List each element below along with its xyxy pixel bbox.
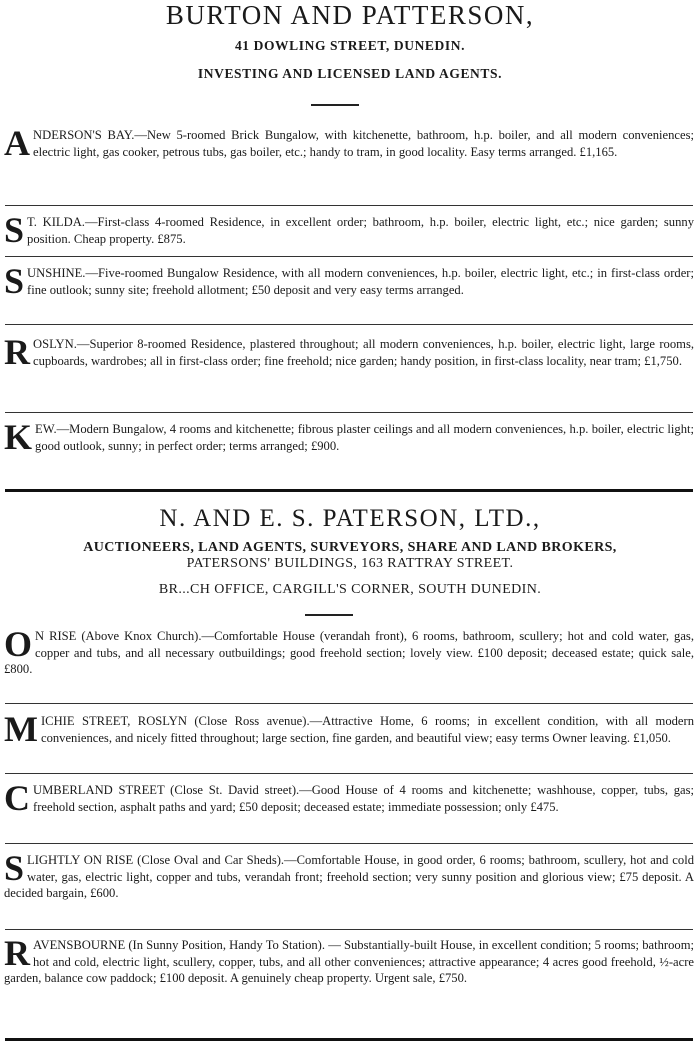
listing-divider xyxy=(5,256,693,257)
listing-roslyn xyxy=(4,332,694,372)
firm-business-2: AUCTIONEERS, LAND AGENTS, SURVEYORS, SHARE AND LAND BROKERS, xyxy=(83,540,617,555)
listing-st-kilda xyxy=(4,210,694,250)
listing-text: ICHIE STREET, ROSLYN (Close Ross avenue).—Attractive Home, 6 rooms; in excellent condition, with all modern conveniences, and nicely fitted throughout; large section, fine garden, and beautiful view; easy terms Owner leaving. £1,050. xyxy=(40,714,694,745)
header-divider-1 xyxy=(311,104,359,106)
listing-text: OSLYN.—Superior 8-roomed Residence, plastered throughout; all modern conveniences, h.p. boiler, electric light, large rooms, cupboards, wardrobes; all in first-class order; fine freehold; nice garden; handy position, in first-class locality, near tram; £1,750. xyxy=(33,337,694,368)
listing-sunshine xyxy=(4,261,694,301)
header-divider-2 xyxy=(305,614,353,616)
drop-cap: R xyxy=(4,933,30,973)
drop-cap: K xyxy=(4,417,33,457)
firm-address-2: PATERSONS' BUILDINGS, 163 RATTRAY STREET. xyxy=(186,556,514,571)
listing-andersons-bay xyxy=(4,123,694,163)
listing-text: AVENSBOURNE (In Sunny Position, Handy To Station). — Substantially-built House, in excellent condition; 5 rooms; bathroom; hot and cold, electric light, scullery, copper, tubs, and all other conveniences; attractive appearance; 4 acres good freehold, ½-acre garden, balance cow paddock; £100 deposit. A genuinely cheap property. Urgent sale, £750. xyxy=(4,938,694,986)
listing-divider xyxy=(5,773,693,774)
listing-text: T. KILDA.—First-class 4-roomed Residence, in excellent order; bathroom, h.p. boiler, electric light, etc.; nice garden; sunny position. Cheap property. £875. xyxy=(27,215,694,246)
bottom-rule xyxy=(5,1038,693,1041)
drop-cap: S xyxy=(4,261,25,301)
drop-cap: S xyxy=(4,848,25,888)
drop-cap: C xyxy=(4,778,30,818)
drop-cap: M xyxy=(4,709,38,749)
listing-michie-street xyxy=(4,709,694,749)
branch-office: BR...CH OFFICE, CARGILL'S CORNER, SOUTH DUNEDIN. xyxy=(158,582,542,597)
drop-cap: A xyxy=(4,123,30,163)
listing-text: EW.—Modern Bungalow, 4 rooms and kitchenette; fibrous plaster ceilings and all modern conveniences, h.p. boiler, electric light; good outlook, sunny; in perfect order; terms arranged; £900. xyxy=(35,422,694,453)
listing-divider xyxy=(5,324,693,325)
section-divider xyxy=(5,489,693,492)
drop-cap: R xyxy=(4,332,30,372)
listing-divider xyxy=(5,843,693,844)
listing-divider xyxy=(5,412,693,413)
firm-business-1: INVESTING AND LICENSED LAND AGENTS. xyxy=(197,66,503,81)
listing-kew xyxy=(4,417,694,457)
listing-divider xyxy=(5,703,693,704)
listing-text: NDERSON'S BAY.—New 5-roomed Brick Bungalow, with kitchenette, bathroom, h.p. boiler, and all modern conveniences; electric light, gas cooker, petrous tubs, gas boiler, etc.; handy to tram, in good locality. Easy terms arranged. £1,165. xyxy=(33,128,694,159)
drop-cap: S xyxy=(4,210,25,250)
listing-ravensbourne xyxy=(4,933,694,987)
listing-cumberland-street xyxy=(4,778,694,818)
drop-cap: O xyxy=(4,624,33,664)
listing-slightly-on-rise xyxy=(4,848,694,902)
listing-on-rise xyxy=(4,624,694,678)
firm-address-1: 41 DOWLING STREET, DUNEDIN. xyxy=(234,38,466,53)
listing-divider xyxy=(5,205,693,206)
firm-name-burton-patterson: BURTON AND PATTERSON, xyxy=(165,0,535,30)
listing-text: UNSHINE.—Five-roomed Bungalow Residence, with all modern conveniences, h.p. boiler, electric light, etc.; in first-class order; fine outlook; sunny site; freehold allotment; £50 deposit and very easy terms arranged. xyxy=(27,266,694,297)
listing-text: UMBERLAND STREET (Close St. David street).—Good House of 4 rooms and kitchenette; washhouse, copper, tubs, gas; freehold section, asphalt paths and yard; £50 deposit; deceased estate; immediate possession; only £475. xyxy=(33,783,694,814)
firm-name-paterson-ltd: N. AND E. S. PATERSON, LTD., xyxy=(159,505,541,532)
listing-text: LIGHTLY ON RISE (Close Oval and Car Sheds).—Comfortable House, in good order, 6 rooms; bathroom, scullery, hot and cold water, gas, electric light, copper and tubs, verandah front; freehold section; very sunny position and glorious view; £75 deposit. A decided bargain, £600. xyxy=(4,853,694,901)
listing-divider xyxy=(5,929,693,930)
listing-text: N RISE (Above Knox Church).—Comfortable House (verandah front), 6 rooms, bathroom, scullery; hot and cold water, gas, copper and tubs, and all necessary outbuildings; good freehold section; lovely view. £100 deposit; deceased estate; quick sale, £800. xyxy=(4,629,694,677)
